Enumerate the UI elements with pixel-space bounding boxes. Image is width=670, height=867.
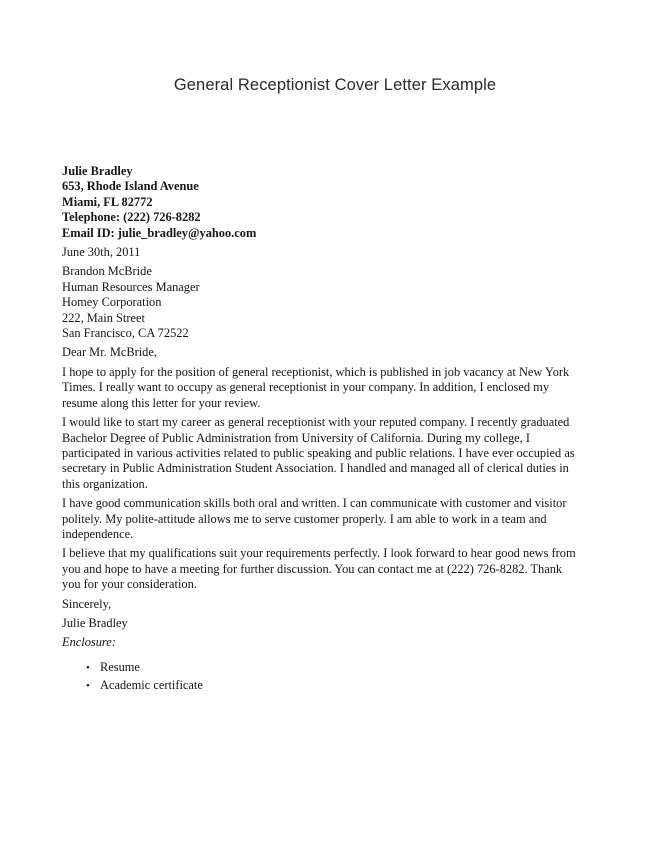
enclosure-list (62, 660, 617, 695)
recipient-company: Homey Corporation (62, 295, 162, 310)
sender-address: 653, Rhode Island Avenue (62, 179, 199, 194)
sender-block (62, 164, 617, 241)
paragraph-line: I believe that my qualifications suit your requirements perfectly. I look forward to hear good news from (62, 546, 576, 561)
sender-city: Miami, FL 82772 (62, 194, 153, 209)
paragraph-line: Bachelor Degree of Public Administration from University of California. During my college, I (62, 430, 530, 445)
paragraph-line: you for your consideration. (62, 577, 197, 592)
bullet-icon: • (86, 680, 90, 693)
paragraph-line: I hope to apply for the position of general receptionist, which is published in job vacancy at New York (62, 364, 570, 379)
paragraph-line: I would like to start my career as general receptionist with your reputed company. I recently graduated (62, 415, 570, 430)
paragraph-background (62, 415, 617, 492)
letter-body (62, 164, 617, 697)
sender-name: Julie Bradley (62, 164, 133, 178)
paragraph-line: you and hope to have a meeting for further discussion. You can contact me at (222) 726-8282. Thank (62, 561, 563, 576)
paragraph-line: resume along this letter for your review. (62, 395, 261, 410)
paragraph-intro (62, 365, 617, 411)
paragraph-line: secretary in Public Administration Student Association. I handled and managed all of clerical duties in (62, 461, 569, 476)
paragraph-line: this organization. (62, 476, 148, 491)
recipient-block (62, 264, 617, 341)
enclosure-item: Academic certificate (100, 678, 203, 693)
enclosure-item: Resume (100, 659, 140, 674)
recipient-street: 222, Main Street (62, 310, 145, 325)
salutation: Dear Mr. McBride, (62, 345, 157, 360)
sender-email: Email ID: julie_bradley@yahoo.com (62, 225, 257, 240)
letter-date: June 30th, 2011 (62, 245, 141, 260)
recipient-title: Human Resources Manager (62, 279, 200, 294)
document-title: General Receptionist Cover Letter Example (173, 76, 497, 94)
list-item (86, 660, 617, 676)
recipient-city: San Francisco, CA 72522 (62, 326, 189, 341)
closing: Sincerely, (62, 596, 112, 611)
sender-telephone: Telephone: (222) 726-8282 (62, 210, 201, 225)
paragraph-closing (62, 546, 617, 592)
paragraph-skills (62, 496, 617, 542)
paragraph-line: participated in various activities related to public speaking and public relations. I have ever occupied as (62, 445, 575, 460)
list-item (86, 678, 617, 694)
recipient-name: Brandon McBride (62, 264, 152, 279)
bullet-icon: • (86, 661, 90, 674)
paragraph-line: Times. I really want to occupy as general receptionist in your company. In addition, I enclosed my (62, 380, 550, 395)
paragraph-line: politely. My polite-attitude allows me to serve customer properly. I am able to work in a team and (62, 511, 547, 526)
signature-name: Julie Bradley (62, 615, 128, 630)
paragraph-line: I have good communication skills both oral and written. I can communicate with customer and visitor (62, 496, 567, 511)
paragraph-line: independence. (62, 526, 134, 541)
enclosure-label: Enclosure: (62, 635, 116, 650)
